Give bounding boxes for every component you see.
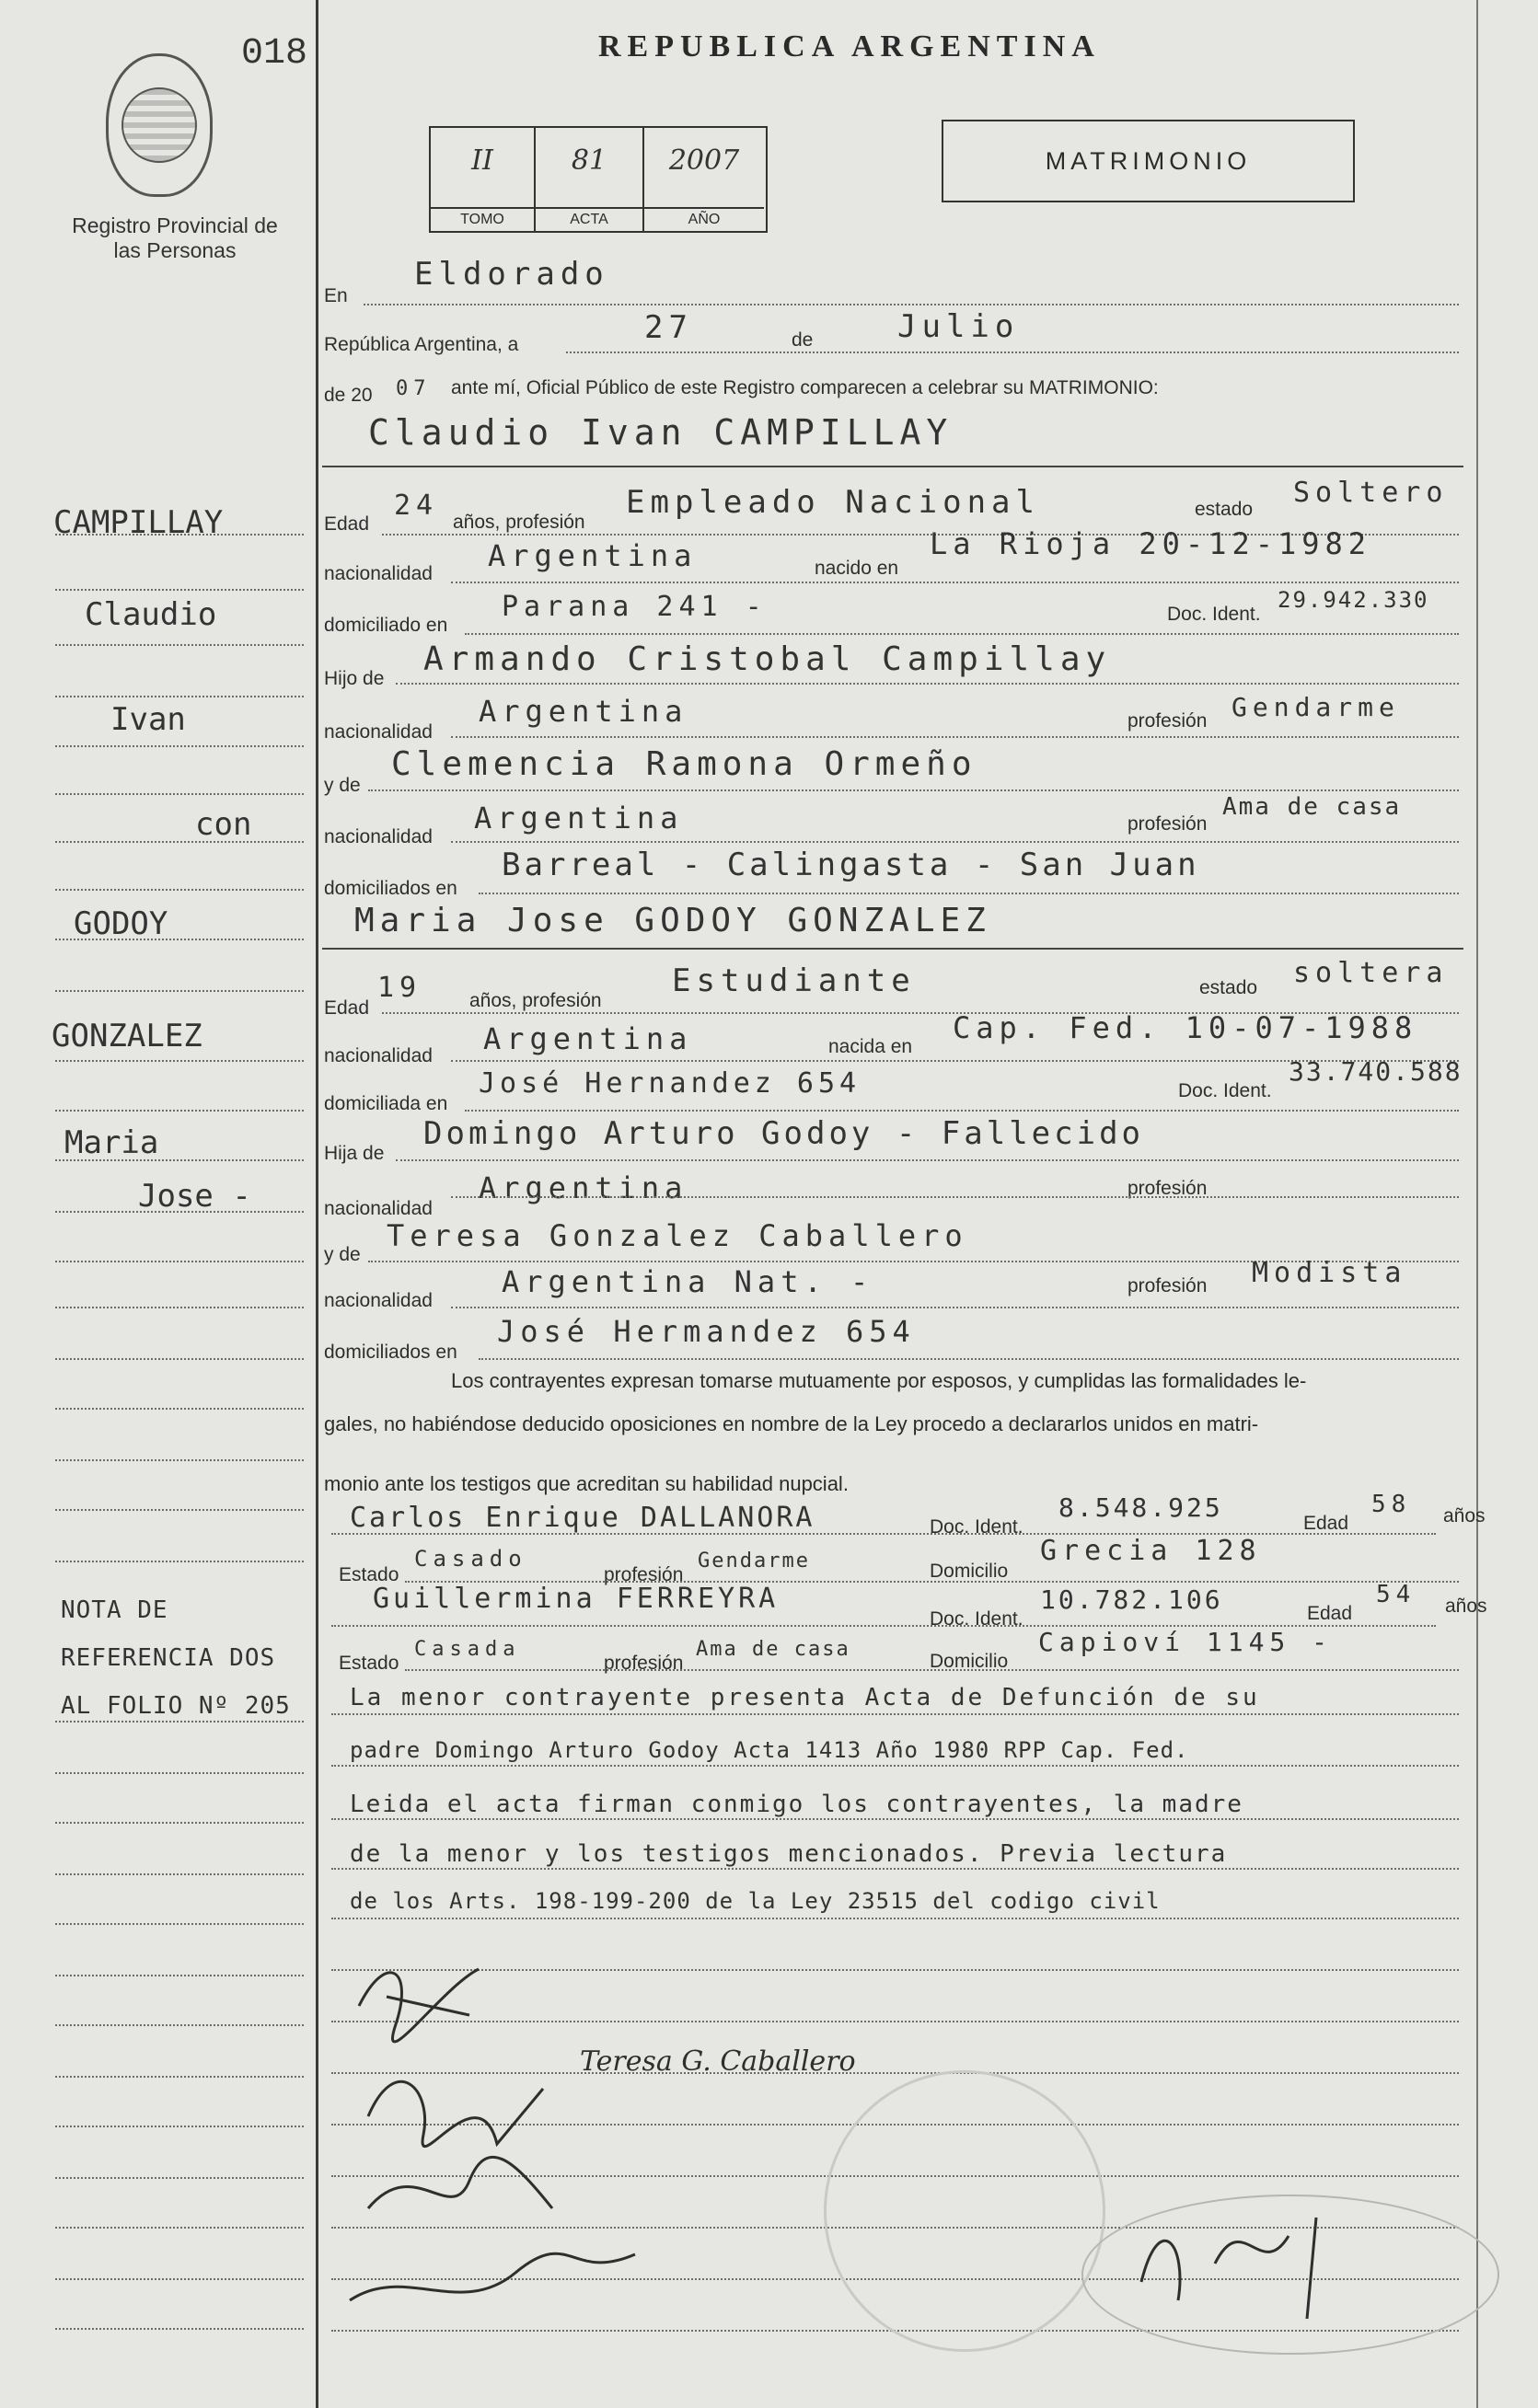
label-nacionalidad: nacionalidad: [324, 563, 433, 584]
label-domiciliados-en-2: domiciliados en: [324, 1342, 457, 1363]
statement-line-3: monio ante los testigos que acreditan su habilidad nupcial.: [324, 1472, 849, 1495]
label-doc-ident-3: Doc. Ident.: [930, 1516, 1023, 1538]
statement-line-2: gales, no habiéndose deducido oposiciones en nombre de la Ley procedo a declararlos unidos en matri-: [324, 1412, 1259, 1435]
bride-mother-nationality: Argentina Nat. -: [502, 1264, 874, 1299]
witness2-estado: Casada: [414, 1638, 521, 1661]
groom-nationality: Argentina: [488, 538, 698, 573]
groom-father-nationality: Argentina: [479, 694, 688, 729]
groom-estado: Soltero: [1293, 477, 1449, 509]
note-line: La menor contrayente presenta Acta de Defunción de su: [350, 1684, 1260, 1711]
witness1-address: Grecia 128: [1040, 1535, 1262, 1567]
witness2-profession: Ama de casa: [696, 1638, 850, 1661]
witness2-address: Capioví 1145 -: [1038, 1627, 1334, 1657]
place-value: Eldorado: [414, 256, 609, 293]
label-profesion-2: profesión: [1127, 813, 1208, 835]
signature-groom: [359, 1969, 479, 2042]
bride-mother: Teresa Gonzalez Caballero: [387, 1218, 968, 1253]
year-value: 07: [396, 377, 432, 400]
acta-label: ACTA: [536, 207, 642, 231]
witness1-estado: Casado: [414, 1546, 527, 1572]
label-domicilio: Domicilio: [930, 1561, 1009, 1582]
bride-address: José Hernandez 654: [479, 1067, 862, 1100]
label-profesion-6: profesión: [604, 1653, 684, 1674]
groom-fullname: Claudio Ivan CAMPILLAY: [368, 412, 954, 453]
margin-entry: GONZALEZ: [52, 1018, 202, 1054]
groom-father-profession: Gendarme: [1232, 692, 1400, 722]
label-nacionalidad-6: nacionalidad: [324, 1290, 433, 1311]
margin-entry: Jose -: [138, 1178, 251, 1215]
label-domiciliados-en: domiciliados en: [324, 878, 457, 899]
bride-nationality: Argentina: [483, 1021, 693, 1056]
margin-entry: con: [195, 806, 252, 843]
witness1-profession: Gendarme: [698, 1550, 810, 1573]
official-stamp: [824, 2070, 1105, 2352]
groom-profession: Empleado Nacional: [626, 484, 1040, 521]
note-line: de la menor y los testigos mencionados. Previa lectura: [350, 1840, 1228, 1868]
label-estado-2: estado: [1199, 977, 1258, 998]
tomo-label: TOMO: [431, 207, 534, 231]
witness2-doc: 10.782.106: [1040, 1584, 1223, 1615]
bride-father-nationality: Argentina: [479, 1170, 688, 1205]
bride-fullname: Maria Jose GODOY GONZALEZ: [354, 902, 991, 939]
label-edad: Edad: [324, 513, 370, 535]
bride-profession: Estudiante: [672, 962, 916, 999]
witness1-name: Carlos Enrique DALLANORA: [350, 1502, 815, 1534]
label-domicilio-2: Domicilio: [930, 1651, 1009, 1672]
label-doc-ident-2: Doc. Ident.: [1178, 1080, 1272, 1101]
folio-number: 018: [241, 33, 308, 75]
bride-birth: Cap. Fed. 10-07-1988: [953, 1010, 1418, 1045]
margin-line: [316, 0, 318, 2408]
groom-mother-nationality: Argentina: [474, 801, 684, 835]
anio-value: 2007: [668, 144, 740, 177]
statement-line-1: Los contrayentes expresan tomarse mutuamente por esposos, y cumplidas las formalidades le-: [451, 1369, 1307, 1392]
label-profesion: profesión: [1127, 710, 1208, 732]
bride-mother-profession: Modista: [1252, 1257, 1407, 1289]
margin-entry: Ivan: [110, 701, 186, 738]
margin-entry: GODOY: [74, 905, 168, 942]
margin-entry: Claudio: [85, 596, 217, 633]
tomo-value: II: [471, 144, 493, 177]
label-en: En: [324, 285, 348, 306]
day-value: 27: [644, 309, 693, 346]
note-line: Leida el acta firman conmigo los contrayentes, la madre: [350, 1791, 1243, 1818]
label-profesion-5: profesión: [604, 1564, 684, 1585]
margin-entry: CAMPILLAY: [53, 504, 224, 541]
signature-bride: [368, 2081, 543, 2146]
signature-mother-text: Teresa G. Caballero: [580, 2045, 856, 2078]
margin-entry: Maria: [64, 1124, 159, 1161]
label-domiciliado-en: domiciliado en: [324, 615, 448, 636]
label-edad-2: Edad: [324, 997, 370, 1019]
label-nacida-en: nacida en: [828, 1036, 913, 1057]
label-republica: República Argentina, a: [324, 334, 519, 355]
anio-label: AÑO: [644, 207, 764, 231]
groom-birth: La Rioja 20-12-1982: [930, 526, 1372, 561]
label-y-de-2: y de: [324, 1244, 361, 1265]
margin-reference-note: NOTA DE REFERENCIA DOS AL FOLIO Nº 205: [61, 1596, 291, 1720]
label-estado-3: Estado: [339, 1564, 399, 1585]
witness1-age: 58: [1371, 1491, 1412, 1518]
label-estado-4: Estado: [339, 1653, 399, 1674]
label-anos: años: [1443, 1505, 1486, 1527]
label-de: de: [792, 329, 814, 351]
acta-value: 81: [571, 144, 607, 177]
label-nacido-en: nacido en: [815, 558, 899, 579]
witness2-age: 54: [1376, 1581, 1417, 1608]
label-nacionalidad-3: nacionalidad: [324, 826, 433, 847]
label-anos-2: años: [1445, 1596, 1487, 1617]
groom-parents-address: Barreal - Calingasta - San Juan: [502, 847, 1200, 883]
label-hija-de: Hija de: [324, 1143, 385, 1164]
label-estado: estado: [1195, 499, 1254, 520]
label-edad-3: Edad: [1303, 1513, 1349, 1534]
official-signature-stamp: [1081, 2195, 1499, 2355]
tomo-acta-box: [429, 126, 768, 233]
intro-text: ante mí, Oficial Público de este Registro comparecen a celebrar su MATRIMONIO:: [451, 377, 1159, 398]
groom-mother-profession: Ama de casa: [1222, 793, 1402, 821]
bride-parents-address: José Hermandez 654: [497, 1314, 916, 1349]
label-doc-ident-4: Doc. Ident.: [930, 1608, 1023, 1630]
signature-witness-1: [368, 2157, 552, 2208]
label-doc-ident: Doc. Ident.: [1167, 604, 1261, 625]
label-anos-profesion: años, profesión: [453, 512, 585, 533]
note-line: de los Arts. 198-199-200 de la Ley 23515 del codigo civil: [350, 1888, 1161, 1914]
groom-age: 24: [394, 490, 439, 522]
note-line: padre Domingo Arturo Godoy Acta 1413 Año 1980 RPP Cap. Fed.: [350, 1737, 1189, 1763]
label-edad-4: Edad: [1307, 1603, 1353, 1624]
bride-doc: 33.740.588: [1289, 1056, 1463, 1087]
witness2-name: Guillermina FERREYRA: [373, 1583, 780, 1615]
groom-doc: 29.942.330: [1278, 587, 1429, 613]
registry-name: Registro Provincial de las Personas: [72, 213, 278, 262]
month-value: Julio: [897, 308, 1020, 345]
label-anos-profesion-2: años, profesión: [469, 990, 602, 1011]
label-profesion-4: profesión: [1127, 1275, 1208, 1296]
bride-age: 19: [377, 972, 422, 1004]
label-nacionalidad-5: nacionalidad: [324, 1198, 433, 1219]
label-de20: de 20: [324, 385, 373, 406]
label-profesion-3: profesión: [1127, 1178, 1208, 1199]
label-y-de: y de: [324, 775, 361, 796]
bride-father: Domingo Arturo Godoy - Fallecido: [423, 1115, 1145, 1152]
label-hijo-de: Hijo de: [324, 668, 385, 689]
signature-witness-2: [350, 2253, 635, 2300]
bride-estado: soltera: [1293, 957, 1449, 989]
groom-address: Parana 241 -: [502, 591, 768, 623]
label-nacionalidad-2: nacionalidad: [324, 721, 433, 743]
country-title: REPUBLICA ARGENTINA: [598, 29, 1101, 63]
act-type: MATRIMONIO: [942, 120, 1355, 202]
label-nacionalidad-4: nacionalidad: [324, 1045, 433, 1066]
groom-mother: Clemencia Ramona Ormeño: [391, 745, 977, 783]
provincial-seal-icon: [106, 53, 213, 197]
label-domiciliada-en: domiciliada en: [324, 1093, 448, 1114]
groom-father: Armando Cristobal Campillay: [423, 640, 1112, 678]
witness1-doc: 8.548.925: [1058, 1492, 1223, 1523]
